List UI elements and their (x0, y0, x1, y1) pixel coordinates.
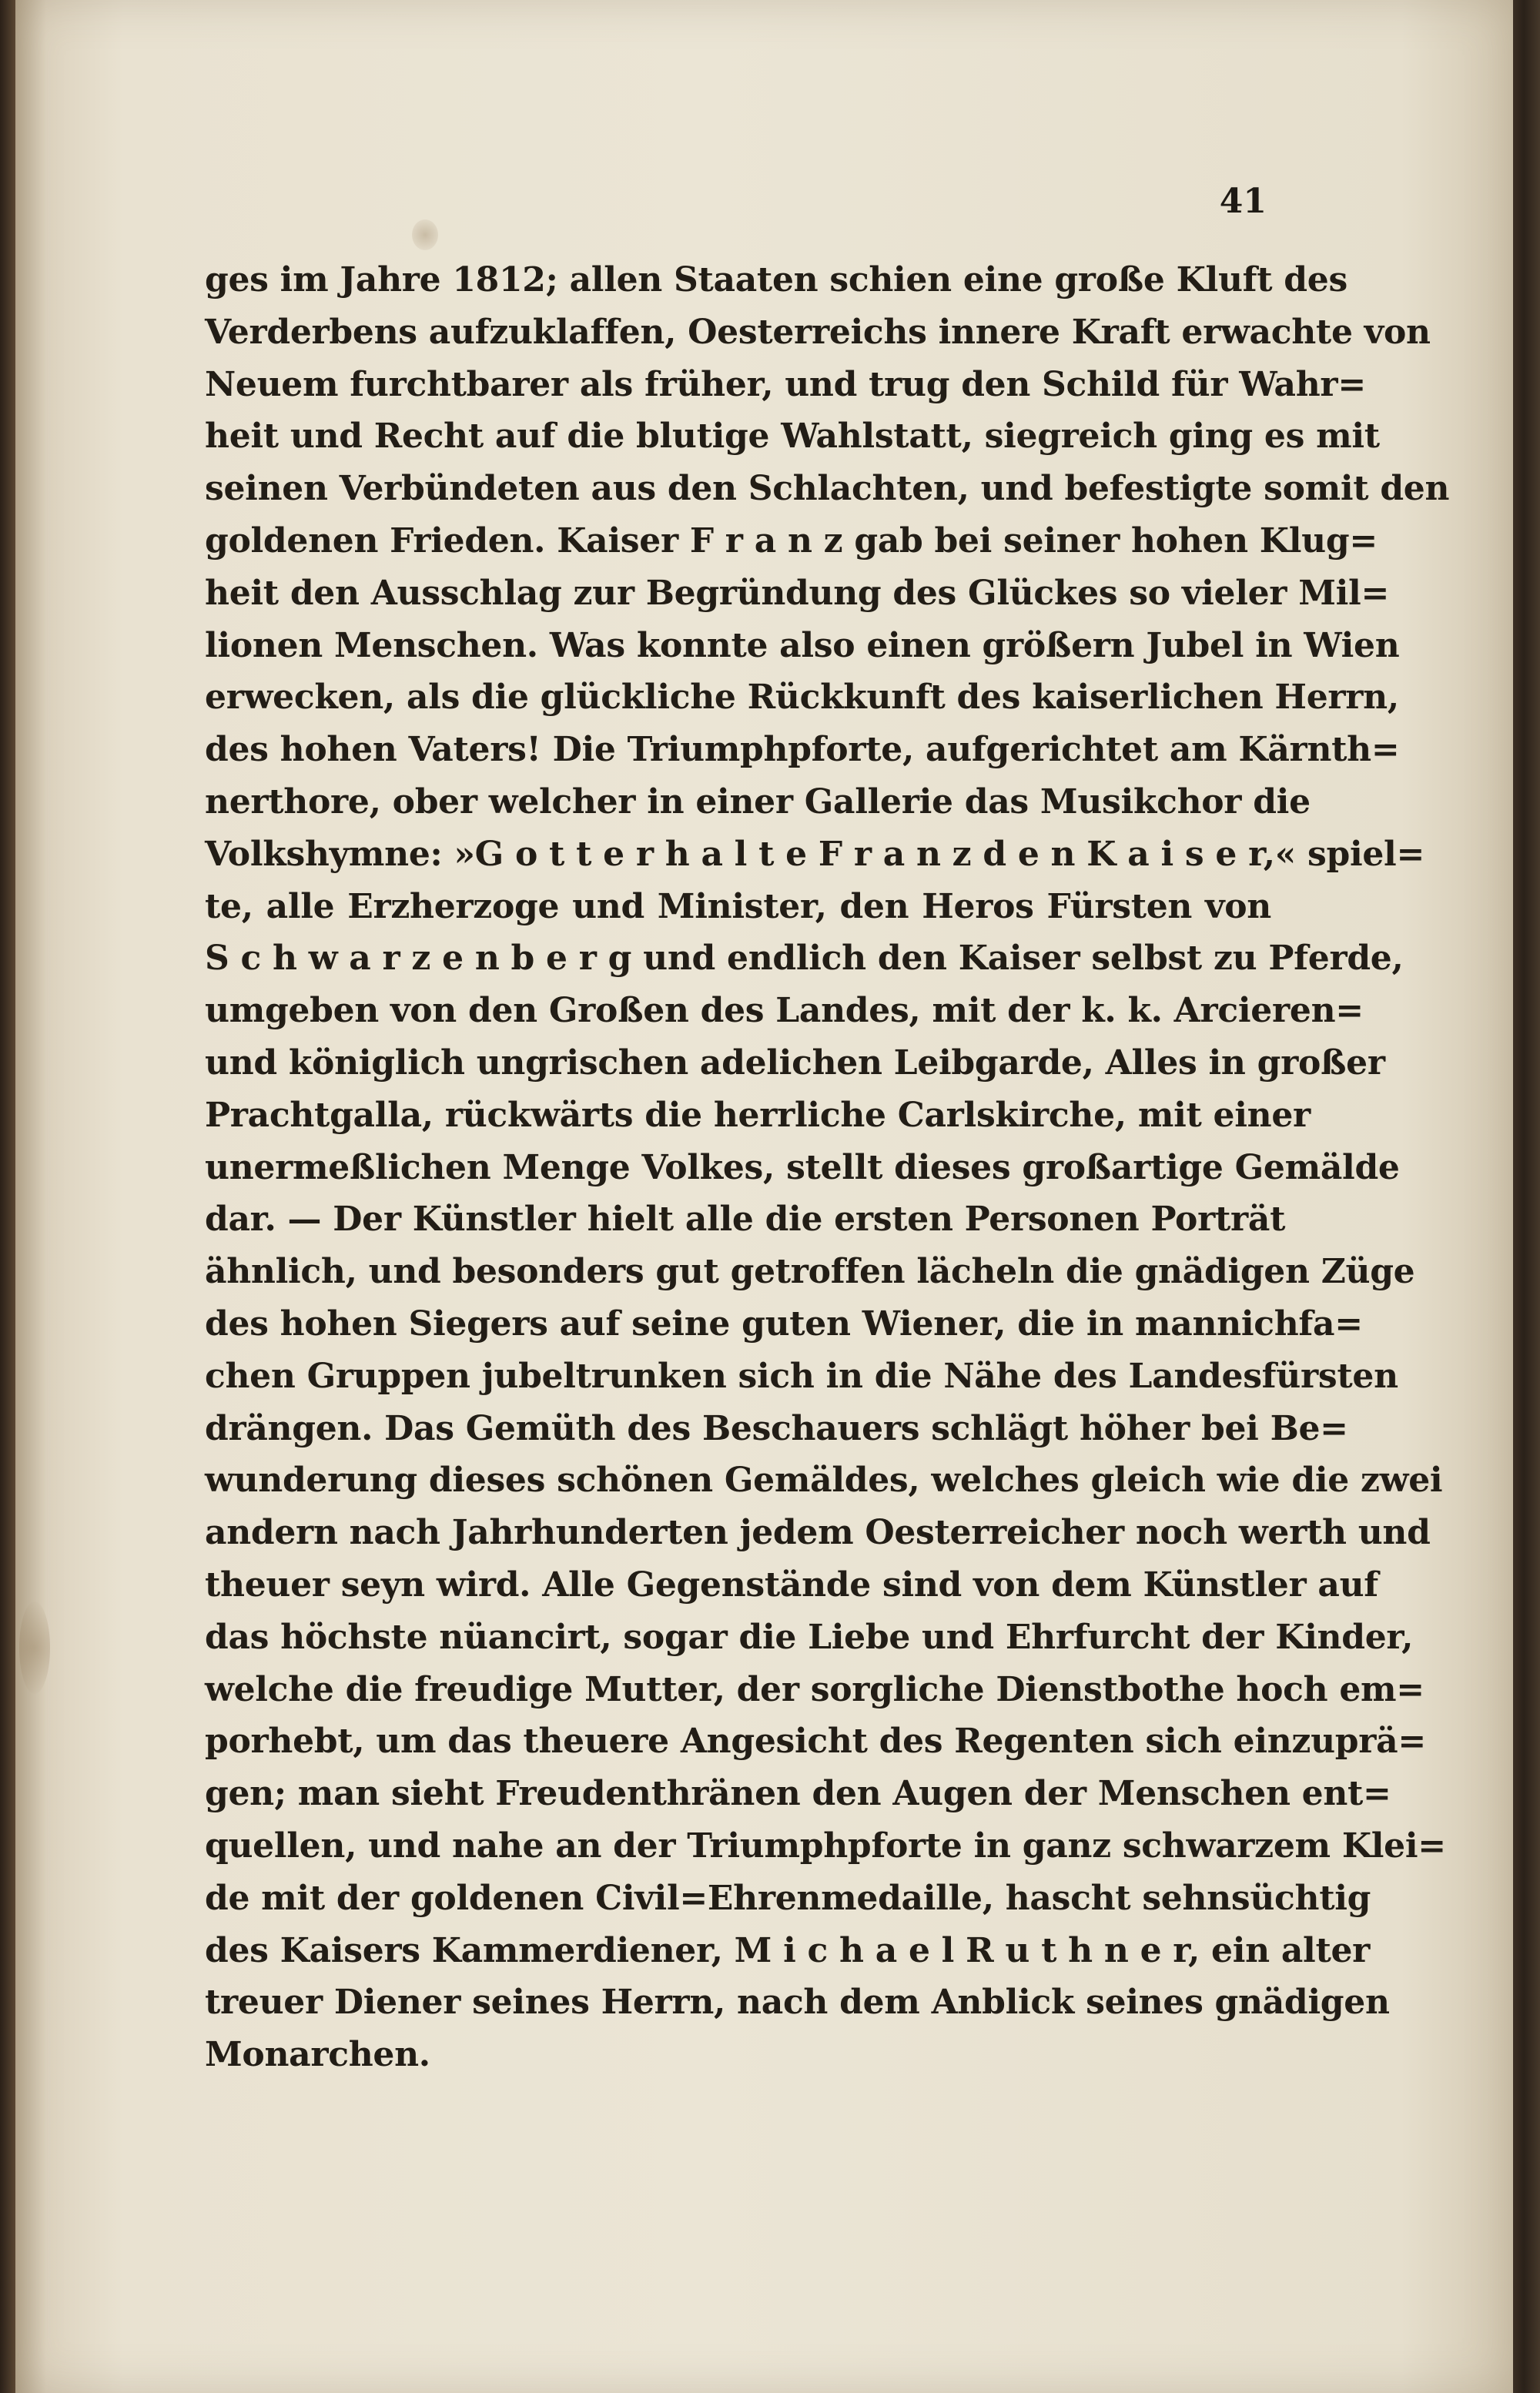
text-line: dar. — Der Künstler hielt alle die ersten Personen Porträt (205, 1200, 1286, 1240)
page-number: 41 (1219, 182, 1267, 221)
text-line: chen Gruppen jubeltrunken sich in die Nähe des Landesfürsten (205, 1356, 1398, 1396)
text-line: heit den Ausschlag zur Begründung des Glückes so vieler Mil= (205, 573, 1390, 613)
text-line: gen; man sieht Freudenthränen den Augen der Menschen ent= (205, 1774, 1391, 1814)
text-line: nerthore, ober welcher in einer Gallerie das Musikchor die (205, 781, 1311, 822)
text-line: erwecken, als die glückliche Rückkunft des kaiserlichen Herrn, (205, 678, 1399, 718)
body-text (205, 254, 1450, 2081)
text-line: umgeben von den Großen des Landes, mit der k. k. Arcieren= (205, 991, 1364, 1031)
text-line: des Kaisers Kammerdiener, M i c h a e l R u t h n e r, ein alter (205, 1930, 1371, 1970)
text-line: lionen Menschen. Was konnte also einen größern Jubel in Wien (205, 625, 1400, 665)
text-line: Monarchen. (205, 2035, 430, 2075)
paper-stain (19, 1601, 50, 1694)
text-line: und königlich ungrischen adelichen Leibgarde, Alles in großer (205, 1043, 1385, 1083)
text-line: de mit der goldenen Civil=Ehrenmedaille, hascht sehnsüchtig (205, 1878, 1371, 1918)
text-line: treuer Diener seines Herrn, nach dem Anblick seines gnädigen (205, 1983, 1390, 2023)
text-line: welche die freudige Mutter, der sorgliche Dienstbothe hoch em= (205, 1669, 1424, 1709)
text-line: des hohen Siegers auf seine guten Wiener, die in mannichfa= (205, 1304, 1363, 1344)
text-line: seinen Verbündeten aus den Schlachten, und befestigte somit den (205, 469, 1450, 509)
text-line: andern nach Jahrhunderten jedem Oesterreicher noch werth und (205, 1513, 1431, 1553)
text-line: Volkshymne: »G o t t e r h a l t e F r a n z d e n K a i s e r,« spiel= (205, 834, 1425, 874)
page-edge (1513, 0, 1540, 2393)
text-line: drängen. Das Gemüth des Beschauers schlägt höher bei Be= (205, 1408, 1348, 1448)
text-line: wunderung dieses schönen Gemäldes, welches gleich wie die zwei (205, 1461, 1443, 1501)
text-line: Verderbens aufzuklaffen, Oesterreichs innere Kraft erwachte von (205, 312, 1431, 352)
text-line: unermeßlichen Menge Volkes, stellt dieses großartige Gemälde (205, 1147, 1400, 1187)
text-line: ähnlich, und besonders gut getroffen lächeln die gnädigen Züge (205, 1252, 1415, 1292)
text-line: des hohen Vaters! Die Triumphpforte, aufgerichtet am Kärnth= (205, 730, 1400, 770)
text-line: te, alle Erzherzoge und Minister, den Heros Fürsten von (205, 886, 1271, 926)
text-line: theuer seyn wird. Alle Gegenstände sind von dem Künstler auf (205, 1565, 1378, 1605)
text-line: S c h w a r z e n b e r g und endlich den Kaiser selbst zu Pferde, (205, 939, 1404, 979)
paper-stain (412, 219, 438, 250)
book-binding (0, 0, 15, 2393)
text-line: quellen, und nahe an der Triumphpforte in ganz schwarzem Klei= (205, 1826, 1446, 1866)
text-line: Neuem furchtbarer als früher, und trug den Schild für Wahr= (205, 364, 1366, 404)
text-line: porhebt, um das theuere Angesicht des Regenten sich einzuprä= (205, 1722, 1426, 1762)
text-line: ges im Jahre 1812; allen Staaten schien eine große Kluft des (205, 260, 1348, 300)
text-line: goldenen Frieden. Kaiser F r a n z gab bei seiner hohen Klug= (205, 520, 1378, 561)
text-line: das höchste nüancirt, sogar die Liebe und Ehrfurcht der Kinder, (205, 1617, 1414, 1657)
text-line: heit und Recht auf die blutige Wahlstatt, siegreich ging es mit (205, 417, 1380, 457)
text-line: Prachtgalla, rückwärts die herrliche Carlskirche, mit einer (205, 1095, 1311, 1135)
